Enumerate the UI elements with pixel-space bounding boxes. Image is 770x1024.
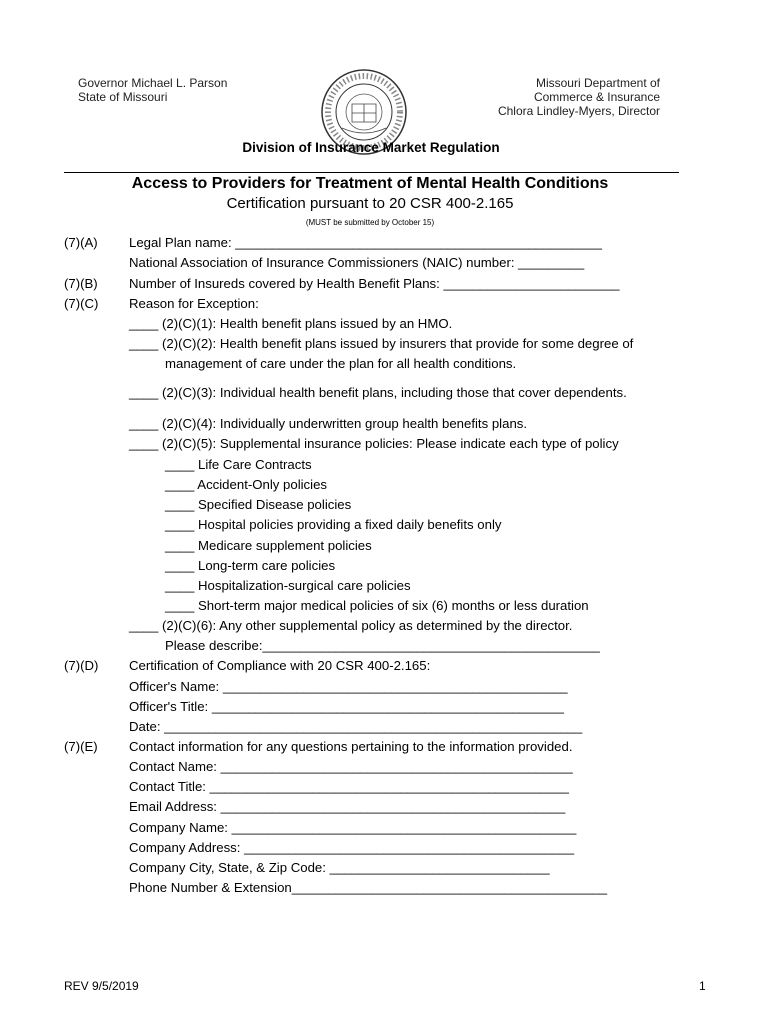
form-subtitle: Certification pursuant to 20 CSR 400-2.165	[226, 195, 514, 212]
governor-state: State of Missouri	[78, 90, 168, 104]
dept-director: Chlora Lindley-Myers, Director	[497, 104, 660, 118]
revision-date: REV 9/5/2019	[64, 979, 139, 993]
dept-name-2: Commerce & Insurance	[533, 90, 660, 104]
contact-info-heading: Contact information for any questions pertaining to the information provided.	[129, 739, 573, 754]
exception-c2-continued: management of care under the plan for all health conditions.	[165, 356, 517, 371]
policy-hospitalization-surgical[interactable]: ____ Hospitalization-surgical care policies	[165, 578, 411, 593]
division-title-text: Division of Insurance Market Regulation	[242, 140, 500, 155]
section-code-7c: (7)(C)	[64, 296, 99, 311]
dept-name: Missouri Department of	[535, 76, 660, 90]
naic-number-field[interactable]: National Association of Insurance Commissioners (NAIC) number: _________	[129, 255, 585, 270]
policy-accident-only[interactable]: ____ Accident-Only policies	[165, 477, 328, 492]
exception-c3[interactable]: ____ (2)(C)(3): Individual health benefit plans, including those that cover dependents.	[129, 385, 627, 400]
officer-name-field[interactable]: Officer's Name: _______________________________________________	[129, 679, 568, 694]
contact-name-field[interactable]: Contact Name: ________________________________________________	[129, 759, 573, 774]
describe-field[interactable]: Please describe:______________________________________________	[165, 638, 600, 653]
policy-long-term-care[interactable]: ____ Long-term care policies	[165, 558, 336, 573]
section-code-7a: (7)(A)	[64, 235, 98, 250]
section-code-7b: (7)(B)	[64, 276, 98, 291]
exception-c1[interactable]: ____ (2)(C)(1): Health benefit plans issued by an HMO.	[129, 316, 453, 331]
company-city-field[interactable]: Company City, State, & Zip Code: ______________________________	[129, 860, 550, 875]
policy-short-term-major[interactable]: ____ Short-term major medical policies of six (6) months or less duration	[165, 598, 589, 613]
header-divider	[64, 172, 679, 173]
policy-specified-disease[interactable]: ____ Specified Disease policies	[165, 497, 352, 512]
company-address-field[interactable]: Company Address: _____________________________________________	[129, 840, 575, 855]
legal-plan-field[interactable]: Legal Plan name: __________________________________________________	[129, 235, 603, 250]
officer-title-field[interactable]: Officer's Title: ________________________________________________	[129, 699, 564, 714]
exception-c2[interactable]: ____ (2)(C)(2): Health benefit plans issued by insurers that provide for some degree of	[129, 336, 634, 351]
email-address-field[interactable]: Email Address: _______________________________________________	[129, 799, 566, 814]
policy-hospital-fixed[interactable]: ____ Hospital policies providing a fixed daily benefits only	[165, 517, 502, 532]
phone-field[interactable]: Phone Number & Extension___________________________________________	[129, 880, 608, 895]
insureds-count-field[interactable]: Number of Insureds covered by Health Benefit Plans: ________________________	[129, 276, 620, 291]
reason-heading: Reason for Exception:	[129, 296, 259, 311]
governor-name: Governor Michael L. Parson	[78, 76, 228, 90]
section-code-7e: (7)(E)	[64, 739, 98, 754]
certification-heading: Certification of Compliance with 20 CSR 400-2.165:	[129, 658, 431, 673]
policy-medicare-supplement[interactable]: ____ Medicare supplement policies	[165, 538, 372, 553]
contact-title-field[interactable]: Contact Title: _________________________________________________	[129, 779, 570, 794]
submission-note: (MUST be submitted by October 15)	[305, 218, 435, 227]
section-code-7d: (7)(D)	[64, 658, 99, 673]
form-title: Access to Providers for Treatment of Mental Health Conditions	[131, 175, 609, 192]
date-field[interactable]: Date: _________________________________________________________	[129, 719, 583, 734]
exception-c4[interactable]: ____ (2)(C)(4): Individually underwritten group health benefits plans.	[129, 416, 528, 431]
page-number: 1	[699, 979, 706, 993]
exception-c5[interactable]: ____ (2)(C)(5): Supplemental insurance policies: Please indicate each type of policy	[129, 436, 619, 451]
policy-life-care[interactable]: ____ Life Care Contracts	[165, 457, 312, 472]
company-name-field[interactable]: Company Name: _______________________________________________	[129, 820, 577, 835]
division-title	[0, 140, 770, 155]
exception-c6[interactable]: ____ (2)(C)(6): Any other supplemental policy as determined by the director.	[129, 618, 573, 633]
